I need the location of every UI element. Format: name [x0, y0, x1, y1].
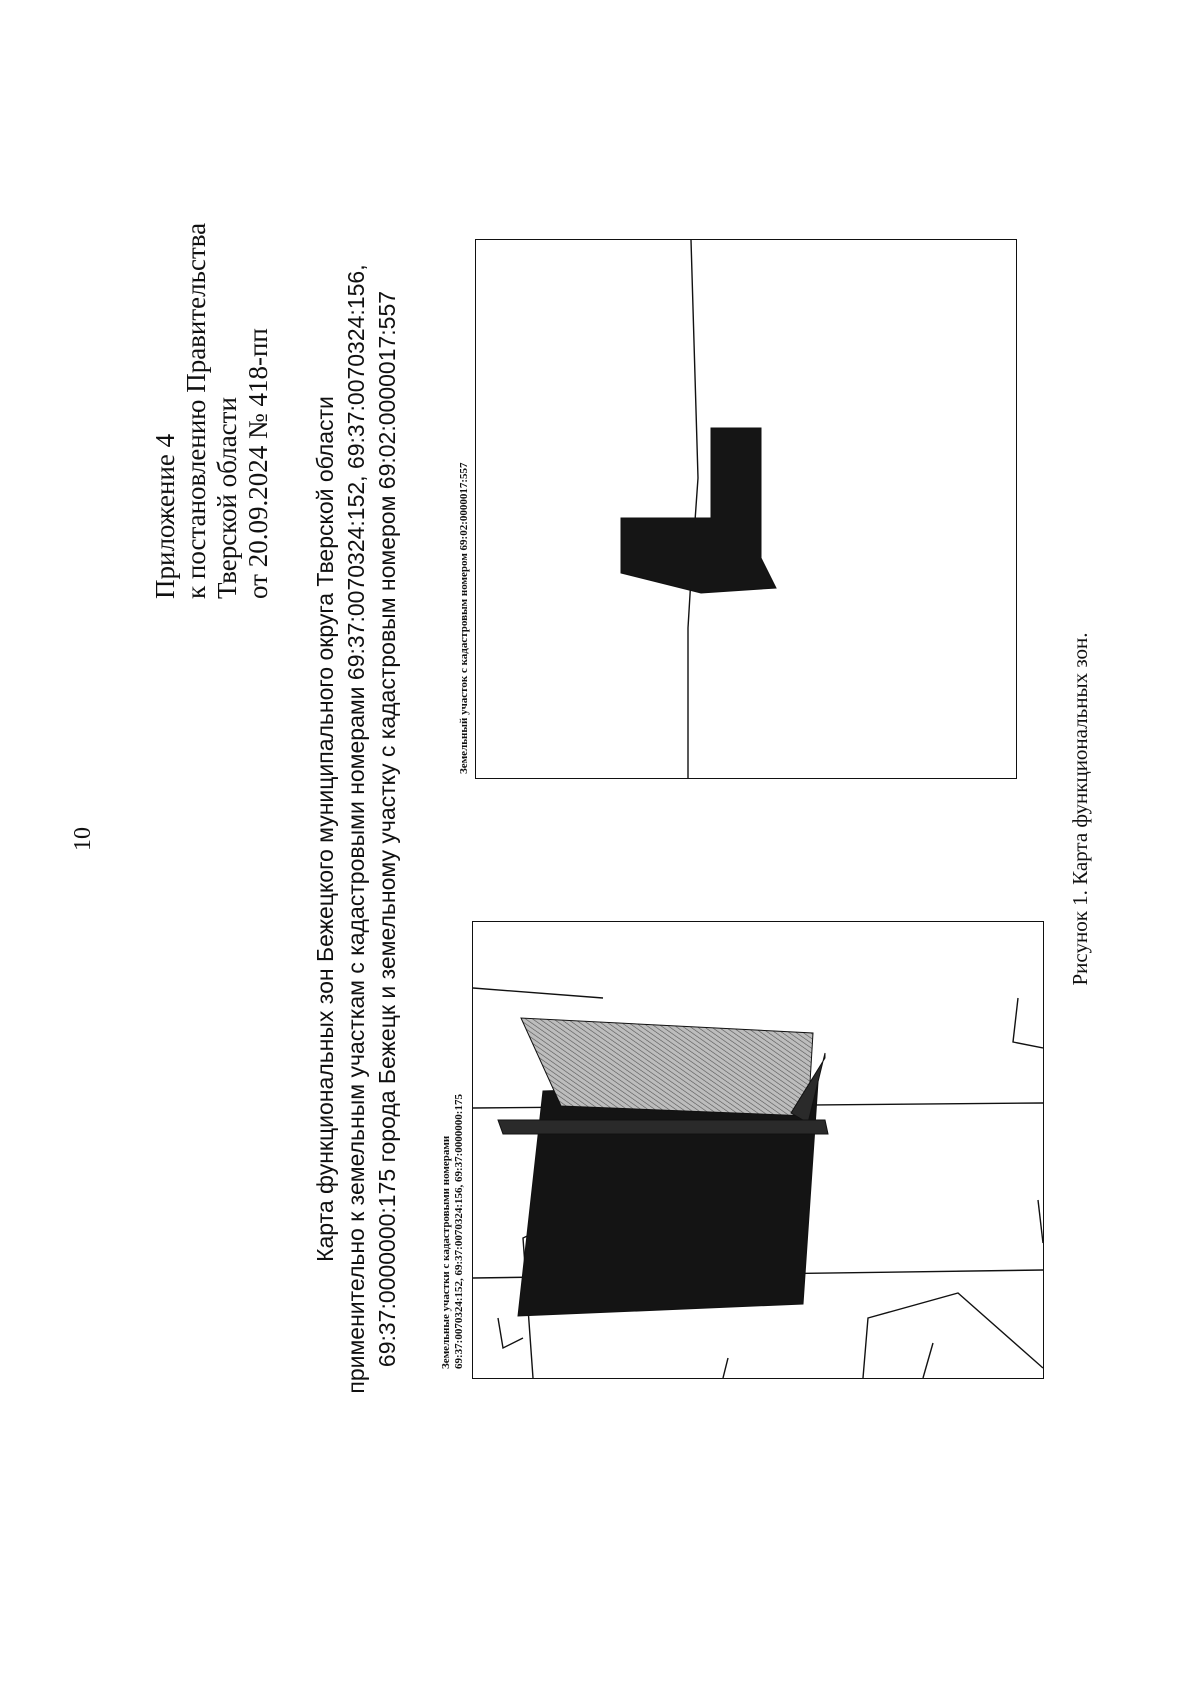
left-map-caption-line-2: 69:37:0070324:152, 69:37:0070324:156, 69:37:0000000:175	[453, 1094, 465, 1369]
right-map-drawing	[476, 240, 1016, 778]
appendix-line-3: Тверской области	[212, 397, 242, 599]
appendix-line-1: Приложение 4	[150, 433, 180, 599]
right-map-dark-zone	[621, 428, 776, 593]
title-line-2: применительно к земельным участкам с кадастровыми номерами 69:37:0070324:152, 69:37:0070324:156,	[343, 264, 369, 1394]
title-line-1: Карта функциональных зон Бежецкого муниципального округа Тверской области	[312, 396, 338, 1262]
right-map-boundary-lines	[688, 240, 698, 778]
left-map-drawing	[473, 922, 1043, 1378]
left-map-dark-zone	[518, 1082, 818, 1316]
right-map-panel	[475, 239, 1017, 779]
left-map-hatched-zone	[521, 1018, 813, 1116]
left-map-panel	[472, 921, 1044, 1379]
right-map-caption: Земельный участок с кадастровым номером 69:02:0000017:557	[458, 462, 470, 774]
appendix-line-4: от 20.09.2024 № 418-пп	[243, 328, 273, 599]
page-number: 10	[70, 827, 96, 851]
left-map-caption	[440, 1094, 466, 1369]
title-line-3: 69:37:0000000:175 города Бежецк и земельному участку с кадастровым номером 69:02:0000017:557	[374, 290, 400, 1368]
figure-caption: Рисунок 1. Карта функциональных зон.	[1068, 632, 1092, 986]
appendix-header	[150, 223, 274, 599]
document-title	[310, 179, 403, 1479]
appendix-line-2: к постановлению Правительства	[181, 222, 211, 599]
left-map-caption-line-1: Земельные участки с кадастровыми номерами	[440, 1135, 452, 1369]
